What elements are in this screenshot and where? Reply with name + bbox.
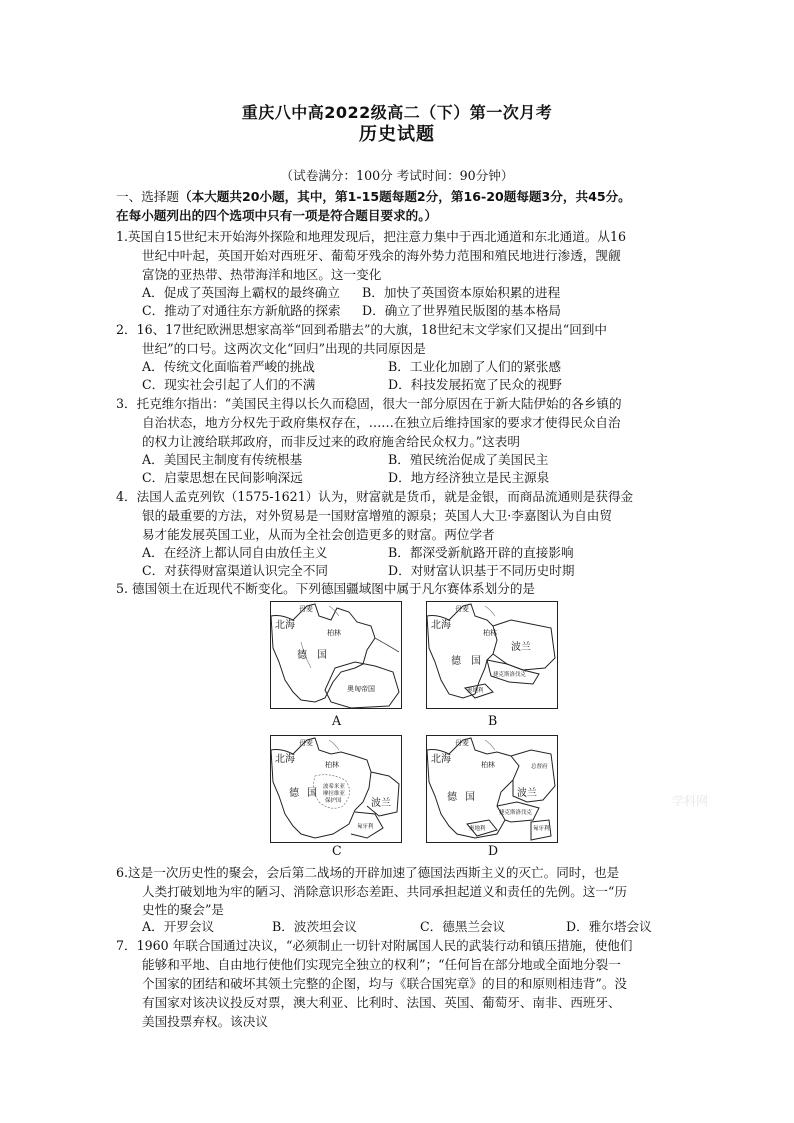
q6-option-a: A．开罗会议 [142,919,215,934]
q1-stem-line1: 1.英国自15世纪末开始海外探险和地理发现后，把注意力集中于西北通道和东北通道。从16 [116,229,627,244]
q4-stem-line3: 易才能发展英国工业，从而为全社会创造更多的财富。两位学者 [142,527,495,542]
q7-stem-line4: 有国家对该决议投反对票，澳大利亚、比利时、法国、英国、葡萄牙、南非、西班牙、 [142,995,621,1010]
map-b-label-austria: 奥地利 [467,688,484,694]
q3-option-b: B．殖民统治促成了美国民主 [388,452,549,467]
q1-option-c: C．推动了对通往东方新航路的探索 [142,303,341,318]
map-c-label-berlin: 柏林 [325,761,339,769]
q6-option-d: D．雅尔塔会议 [566,919,652,934]
map-a-caption: A [332,713,342,728]
map-b-label-northsea: 北海 [431,620,451,631]
map-b-label-denmark: 丹麦 [455,605,469,613]
section-heading [116,188,631,205]
map-b-label-czechoslovakia: 捷克斯洛伐克 [493,672,527,678]
map-d-label-czechoslovakia: 捷克斯洛伐克 [499,810,533,816]
q3-stem-line2: 自治状态，地方分权先于政府集权存在，……在独立后维持国家的要求才使得民众自治 [142,415,621,430]
map-c-label-hungary: 匈牙利 [357,824,374,830]
map-c [270,735,402,843]
q6-stem-line3: 史性的聚会”是 [142,902,225,917]
map-d-label-general-government: 总督府 [531,764,548,770]
map-c-label-moravia: 摩拉维亚 [323,791,346,797]
q3-option-d: D．地方经济独立是民主源泉 [388,470,550,485]
map-a-label-northsea: 北海 [275,620,295,631]
q4-stem-line2: 银的最重要的方法，对外贸易是一国财富增殖的源泉；英国人大卫·李嘉图认为自由贸 [142,508,612,523]
q4-stem-line1: 4．法国人孟克列钦（1575-1621）认为，财富就是货币，就是金银，而商品流通则是获得金 [116,489,634,504]
q4-option-a: A．在经济上都认同自由放任主义 [142,545,328,560]
map-b-label-guo: 国 [471,656,481,667]
exam-title: 重庆八中高2022级高二（下）第一次月考 [241,103,553,122]
map-a-label-denmark: 丹麦 [299,605,313,613]
map-d-label-denmark: 丹麦 [455,739,469,747]
map-a [270,601,402,709]
map-a-label-berlin: 柏林 [327,629,341,637]
q6-stem-line2: 人类打破划地为牢的陋习、消除意识形态差距、共同承担起道义和责任的先例。这一“历 [142,884,628,899]
map-c-label-denmark: 丹麦 [299,739,313,747]
map-b-caption: B [488,713,498,728]
map-c-caption: C [332,843,342,858]
map-c-label-poland: 波兰 [371,798,391,809]
exam-info: （试卷满分：100分 考试时间：90分钟） [280,168,514,183]
map-b-label-poland: 波兰 [511,642,531,653]
map-d-label-austria: 奥地利 [469,826,486,832]
q2-option-a: A．传统文化面临着严峻的挑战 [142,359,315,374]
q7-stem-line3: 个国家的团结和破坏其领土完整的企图，均与《联合国宪章》的目的和原则相违背”。没 [142,976,628,991]
map-b-label-berlin: 柏林 [483,629,497,637]
map-a-label-austria-hungary: 奥匈帝国 [347,685,375,693]
q2-stem-line1: 2．16、17世纪欧洲思想家高举“回到希腊去”的大旗，18世纪末文学家们又提出“回到中 [116,322,607,337]
map-d-label-guo: 国 [465,792,475,803]
map-c-label-bohemia: 波希米亚 [323,784,346,790]
section-heading-detail: （本大题共20小题，其中，第1-15题每题2分，第16-20题每题3分，共45分。 [178,189,631,204]
map-d-label-northsea: 北海 [431,754,451,765]
section-heading-line2-text: 在每小题列出的四个选项中只有一项是符合题目要求的。） [116,208,438,223]
watermark: 学科网 [672,794,709,808]
section-heading-label: 一、选择题 [116,189,179,204]
q2-stem-line2: 世纪”的口号。这两次文化“回归”出现的共同原因是 [142,341,426,356]
map-figure [264,601,564,856]
q6-option-c: C．德黑兰会议 [420,919,506,934]
q2-option-c: C．现实社会引起了人们的不满 [142,377,316,392]
q7-stem-line1: 7．1960 年联合国通过决议，“必须制止一切针对附属国人民的武装行动和镇压措施，使他们 [116,938,633,953]
q6-stem-line1: 6.这是一次历史性的聚会，会后第二战场的开辟加速了德国法西斯主义的灭亡。同时，也是 [116,865,620,880]
q7-stem-line2: 能够和平地、自由地行使他们实现完全独立的权利”；“任何旨在部分地或全面地分裂一 [142,957,621,972]
map-d-label-de: 德 [447,792,457,803]
q1-option-a: A．促成了英国海上霸权的最终确立 [142,285,341,300]
map-c-label-guo: 国 [307,788,317,799]
q4-option-b: B．都深受新航路开辟的直接影响 [388,545,574,560]
q2-option-b: B．工业化加剧了人们的紧张感 [388,359,561,374]
q3-option-c: C．启蒙思想在民间影响深远 [142,470,303,485]
map-d [426,735,558,843]
q4-option-c: C．对获得财富渠道认识完全不同 [142,563,328,578]
map-d-label-hungary: 匈牙利 [533,826,550,832]
q1-option-d: D．确立了世界殖民版图的基本格局 [362,303,562,318]
q7-stem-line5: 美国投票弃权。该决议 [142,1014,268,1029]
q1-stem-line3: 富饶的亚热带、热带海洋和地区。这一变化 [142,267,382,282]
map-c-label-northsea: 北海 [275,754,295,765]
q1-option-b: B．加快了英国资本原始积累的进程 [362,285,561,300]
map-d-label-berlin: 柏林 [481,761,495,769]
q6-option-b: B．波茨坦会议 [272,919,357,934]
map-b [426,601,558,709]
map-c-label-protectorate: 保护国 [325,798,342,804]
q3-stem-line3: 的权力让渡给联邦政府，而非反过来的政府施舍给民众权力。”这表明 [142,434,520,449]
map-d-label-poland: 波兰 [517,788,537,799]
map-b-label-de: 德 [451,656,461,667]
map-a-label-guo: 国 [317,650,327,661]
map-d-caption: D [488,843,499,858]
section-heading-line2 [116,207,437,224]
map-c-label-de: 德 [289,788,299,799]
q5-stem-line1: 5. 德国领土在近现代不断变化。下列德国疆域图中属于凡尔赛体系划分的是 [116,581,536,596]
q3-stem-line1: 3．托克维尔指出：“美国民主得以长久而稳固，很大一部分原因在于新大陆伊始的各乡镇的 [116,396,622,411]
q2-option-d: D．科技发展拓宽了民众的视野 [388,377,562,392]
q4-option-d: D．对财富认识基于不同历史时期 [388,563,575,578]
q3-option-a: A．美国民主制度有传统根基 [142,452,303,467]
q1-stem-line2: 世纪中叶起，英国开始对西班牙、葡萄牙残余的海外势力范围和殖民地进行渗透，觊觎 [142,248,621,263]
exam-subject-title: 历史试题 [359,124,435,145]
map-a-label-de: 德 [297,650,307,661]
